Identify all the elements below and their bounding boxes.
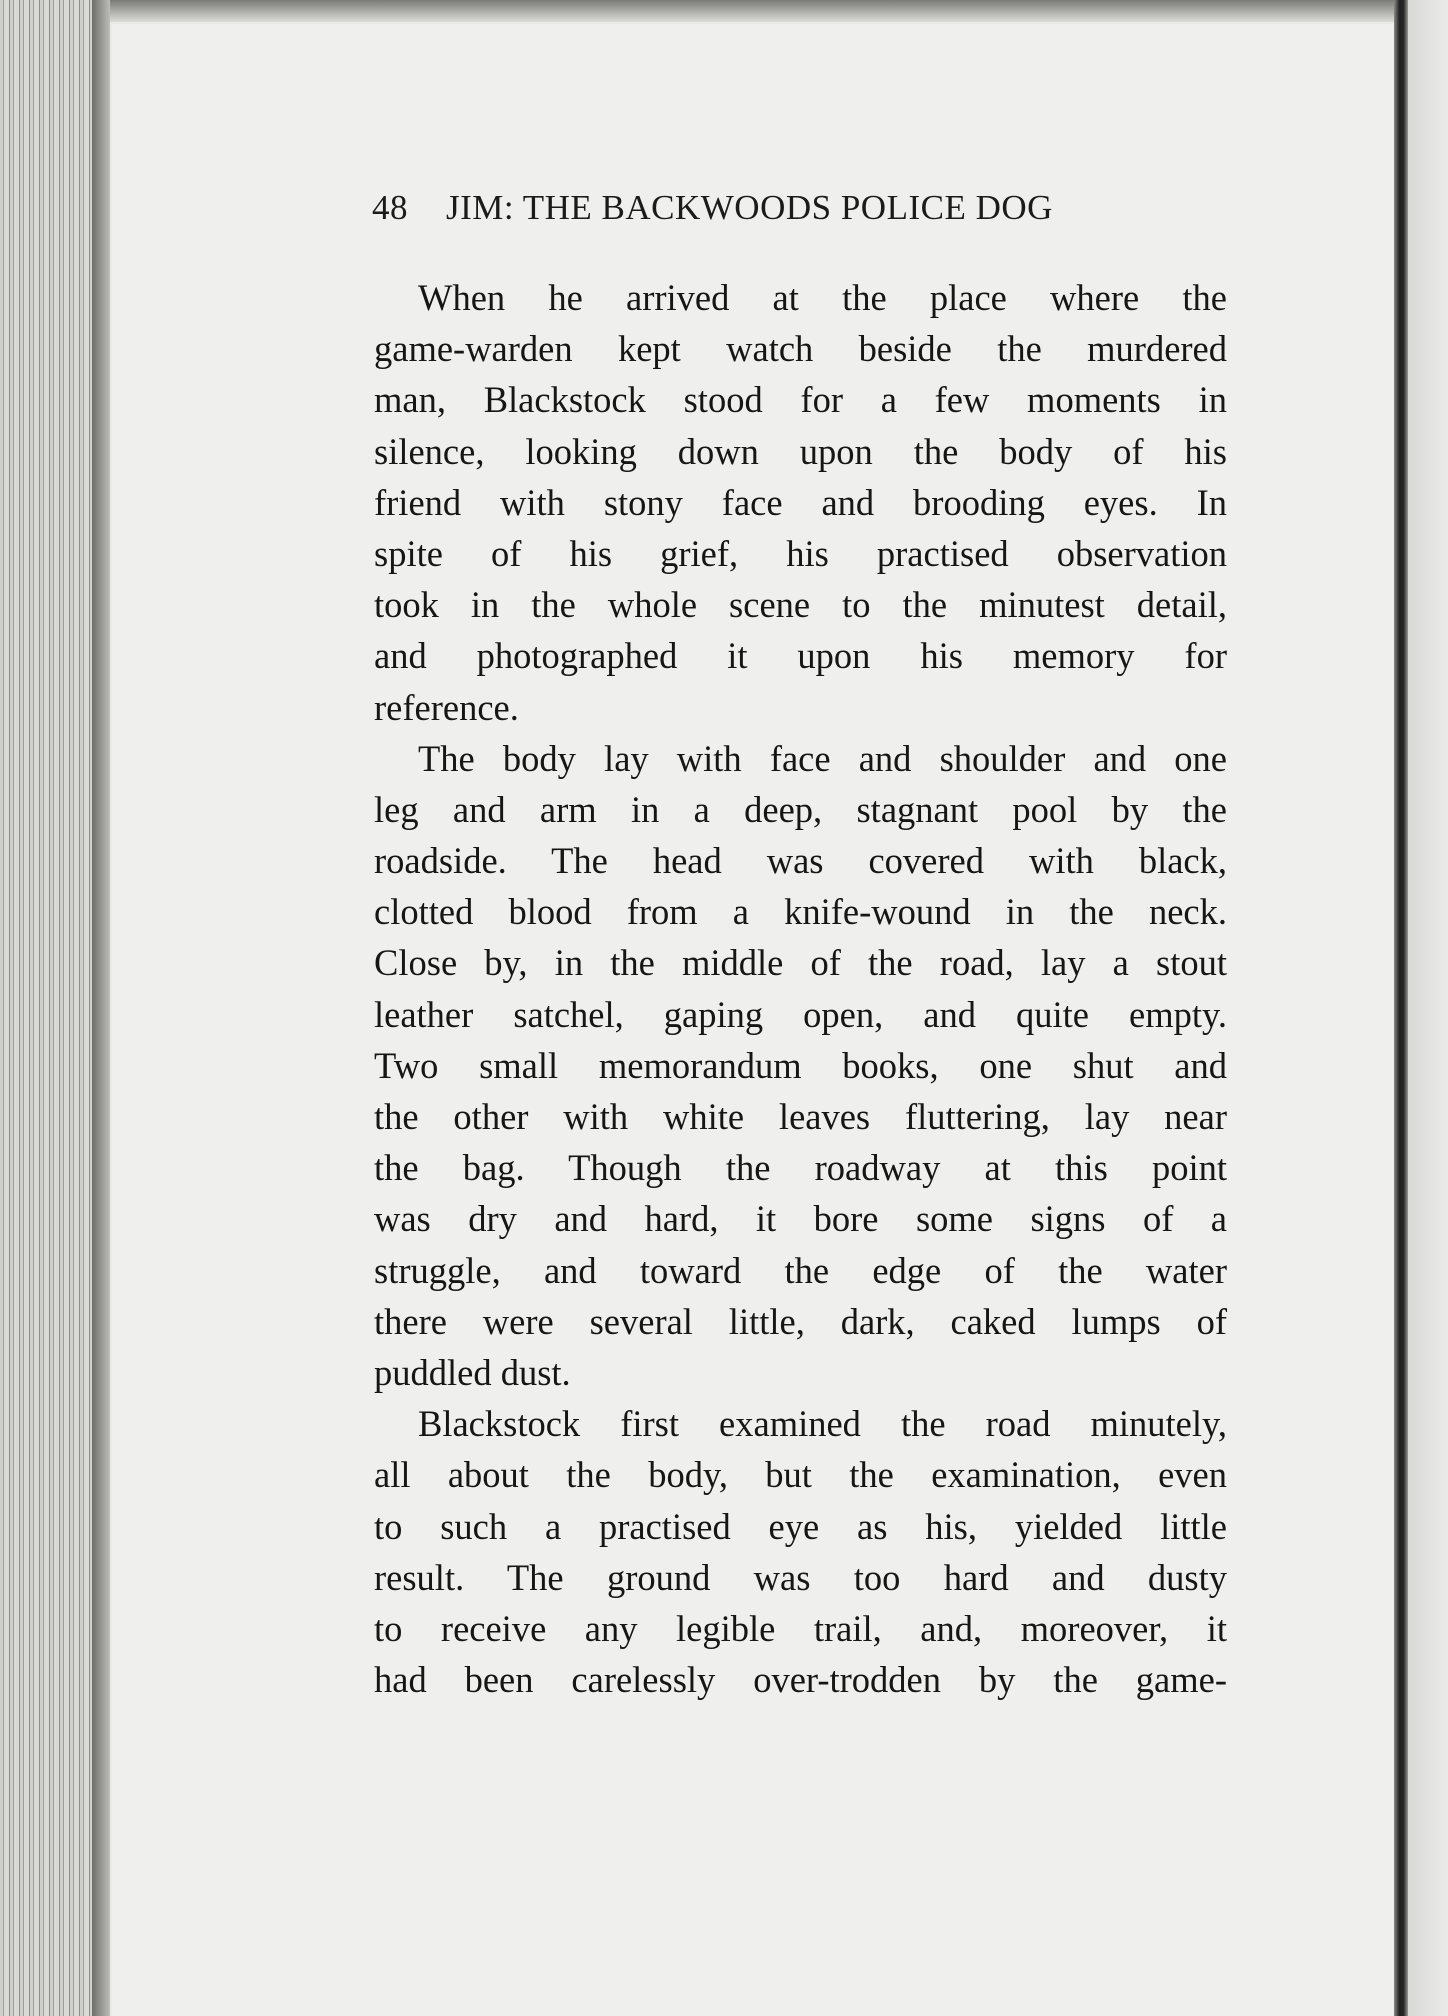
paragraph <box>374 1398 1227 1705</box>
body-text <box>374 272 1227 1705</box>
running-title: JIM: THE BACKWOODS POLICE DOG <box>446 188 1053 227</box>
text-line: clotted blood from a knife-wound in the neck. <box>374 891 1227 933</box>
text-line: friend with stony face and brooding eyes. In <box>374 481 1227 523</box>
page-edge-stack <box>0 0 110 2016</box>
text-line: to receive any legible trail, and, moreover, it <box>374 1607 1227 1649</box>
text-line: man, Blackstock stood for a few moments in <box>374 379 1227 421</box>
text-line: leg and arm in a deep, stagnant pool by the <box>374 788 1227 830</box>
text-line: game-warden kept watch beside the murdered <box>374 328 1227 370</box>
text-line: roadside. The head was covered with black, <box>374 840 1227 882</box>
paragraph <box>374 272 1227 733</box>
text-line: puddled dust. <box>374 1351 571 1393</box>
text-line: and photographed it upon his memory for <box>374 635 1227 677</box>
text-line: Close by, in the middle of the road, lay a stout <box>374 942 1227 984</box>
text-line: leather satchel, gaping open, and quite empty. <box>374 993 1227 1035</box>
text-line: all about the body, but the examination, even <box>374 1454 1227 1496</box>
text-line: Blackstock first examined the road minutely, <box>418 1403 1227 1445</box>
facing-page-edge <box>1408 0 1448 2016</box>
text-line: to such a practised eye as his, yielded little <box>374 1505 1227 1547</box>
text-line: spite of his grief, his practised observation <box>374 532 1227 574</box>
text-line: the bag. Though the roadway at this point <box>374 1147 1227 1189</box>
text-line: silence, looking down upon the body of his <box>374 430 1227 472</box>
text-line: Two small memorandum books, one shut and <box>374 1044 1227 1086</box>
paragraph <box>374 733 1227 1398</box>
running-header <box>372 188 1232 228</box>
text-line: was dry and hard, it bore some signs of a <box>374 1198 1227 1240</box>
text-line: took in the whole scene to the minutest detail, <box>374 584 1227 626</box>
text-line: had been carelessly over-trodden by the game- <box>374 1659 1227 1701</box>
text-line: there were several little, dark, caked lumps of <box>374 1300 1227 1342</box>
text-line: the other with white leaves fluttering, lay near <box>374 1096 1227 1137</box>
text-line: struggle, and toward the edge of the water <box>374 1249 1227 1291</box>
page-top-edge <box>0 0 1448 22</box>
text-line: The body lay with face and shoulder and one <box>418 737 1227 779</box>
page-number: 48 <box>372 188 408 227</box>
book-gutter <box>1394 0 1408 2016</box>
text-line: reference. <box>374 686 519 728</box>
text-line: result. The ground was too hard and dusty <box>374 1556 1227 1598</box>
text-line: When he arrived at the place where the <box>418 277 1227 318</box>
